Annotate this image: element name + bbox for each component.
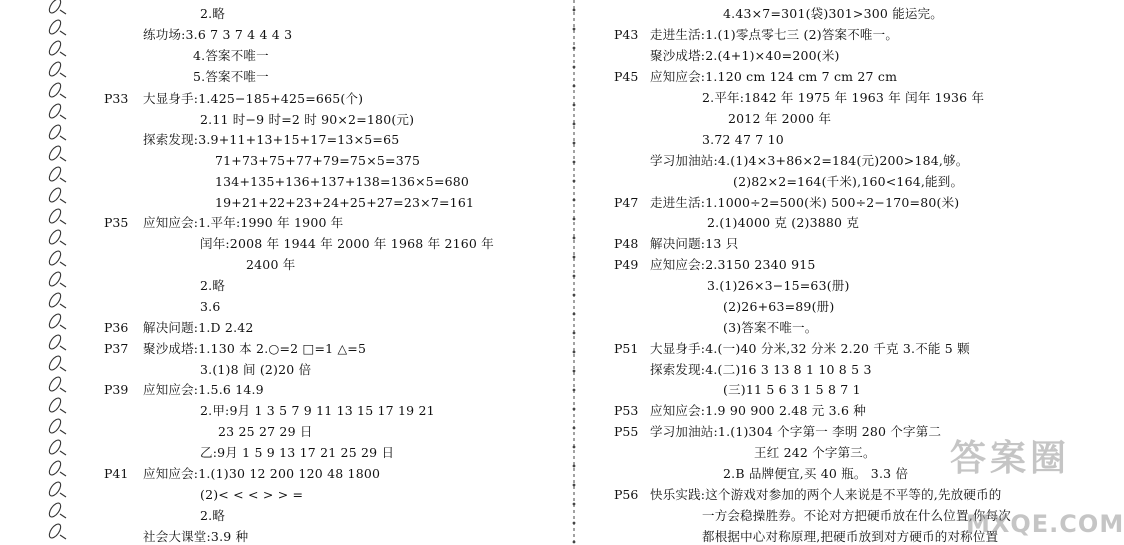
- answer-line: 走进生活:1.(1)零点零七三 (2)答案不唯一。: [650, 27, 899, 42]
- answer-line: (2)< < < > > =: [200, 487, 304, 502]
- answer-line: 2.11 时−9 时=2 时 90×2=180(元): [200, 112, 415, 127]
- answer-line: 3.6: [200, 299, 221, 314]
- answer-line: 2.平年:1842 年 1975 年 1963 年 闰年 1936 年: [702, 90, 985, 105]
- answer-line: 王红 242 个字第三。: [754, 445, 876, 460]
- answer-line: 探索发现:3.9+11+13+15+17=13×5=65: [143, 132, 400, 147]
- answer-line: 应知应会:1.(1)30 12 200 120 48 1800: [143, 466, 381, 481]
- answer-line: 学习加油站:4.(1)4×3+86×2=184(元)200>184,够。: [650, 153, 969, 168]
- answer-line: 3.72 47 7 10: [702, 132, 784, 147]
- answer-line: 3.(1)26×3−15=63(册): [707, 278, 850, 293]
- page-number-label: P37: [104, 341, 129, 356]
- answer-line: 2.略: [200, 6, 226, 21]
- answer-line: 聚沙成塔:2.(4+1)×40=200(米): [650, 48, 840, 63]
- page-number-label: P43: [614, 27, 639, 42]
- answer-line: 2.略: [200, 278, 226, 293]
- page-number-label: P48: [614, 236, 639, 251]
- answer-line: 应知应会:1.5.6 14.9: [143, 382, 264, 397]
- answer-line: 探索发现:4.(二)16 3 13 8 1 10 8 5 3: [650, 362, 872, 377]
- answer-line: 2.B 品牌便宜,买 40 瓶。 3.3 倍: [723, 466, 909, 481]
- answer-line: 大显身手:4.(一)40 分米,32 分米 2.20 千克 3.不能 5 颗: [650, 341, 970, 356]
- page-number-label: P56: [614, 487, 639, 502]
- answer-line: 应知应会:1.9 90 900 2.48 元 3.6 种: [650, 403, 867, 418]
- page-number-label: P55: [614, 424, 639, 439]
- page-number-label: P51: [614, 341, 639, 356]
- answer-line: 5.答案不唯一: [193, 69, 269, 84]
- page-number-label: P41: [104, 466, 129, 481]
- answer-line: 快乐实践:这个游戏对参加的两个人来说是不平等的,先放硬币的: [650, 487, 1002, 502]
- watermark-title: 答案圈: [950, 438, 1071, 479]
- answer-line: 2.(1)4000 克 (2)3880 克: [707, 215, 860, 230]
- answer-line: 4.答案不唯一: [193, 48, 269, 63]
- answer-line: 社会大课堂:3.9 种: [143, 529, 249, 544]
- watermark: [880, 430, 1124, 545]
- answer-line: 聚沙成塔:1.130 本 2.○=2 □=1 △=5: [143, 341, 367, 356]
- answer-line: 应知应会:2.3150 2340 915: [650, 257, 816, 272]
- answer-line: 乙:9月 1 5 9 13 17 21 25 29 日: [200, 445, 395, 460]
- answer-line: (2)26+63=89(册): [723, 299, 835, 314]
- answer-line: 走进生活:1.1000÷2=500(米) 500÷2−170=80(米): [650, 195, 960, 210]
- left-page: [0, 0, 540, 545]
- answer-line: 一方会稳操胜券。不论对方把硬币放在什么位置,你每次: [702, 508, 1011, 523]
- answer-line: 2.甲:9月 1 3 5 7 9 11 13 15 17 19 21: [200, 403, 435, 418]
- watermark-url: MXQE.COM: [966, 510, 1124, 538]
- page-number-label: P53: [614, 403, 639, 418]
- answer-line: 应知应会:1.平年:1990 年 1900 年: [143, 215, 344, 230]
- page-number-label: P35: [104, 215, 129, 230]
- answer-line: 练功场:3.6 7 3 7 4 4 4 3: [143, 27, 293, 42]
- page-number-label: P39: [104, 382, 129, 397]
- answer-line: 都根据中心对称原理,把硬币放到对方硬币的对称位置: [702, 529, 999, 544]
- answer-line: (3)答案不唯一。: [723, 320, 818, 335]
- answer-line: 闰年:2008 年 1944 年 2000 年 1968 年 2160 年: [200, 236, 494, 251]
- answer-line: 71+73+75+77+79=75×5=375: [215, 153, 421, 168]
- answer-line: 4.43×7=301(袋)301>300 能运完。: [723, 6, 944, 21]
- answer-line: 应知应会:1.120 cm 124 cm 7 cm 27 cm: [650, 69, 898, 84]
- answer-line: 大显身手:1.425−185+425=665(个): [143, 91, 364, 106]
- page-number-label: P45: [614, 69, 639, 84]
- answer-line: (三)11 5 6 3 1 5 8 7 1: [723, 382, 861, 397]
- answer-line: 134+135+136+137+138=136×5=680: [215, 174, 470, 189]
- answer-line: 解决问题:1.D 2.42: [143, 320, 254, 335]
- answer-line: 23 25 27 29 日: [218, 424, 313, 439]
- answer-line: 19+21+22+23+24+25+27=23×7=161: [215, 195, 475, 210]
- answer-line: 3.(1)8 间 (2)20 倍: [200, 362, 312, 377]
- answer-line: 2012 年 2000 年: [728, 111, 832, 126]
- answer-line: 解决问题:13 只: [650, 236, 739, 251]
- page-number-label: P47: [614, 195, 639, 210]
- answer-line: 2400 年: [246, 257, 296, 272]
- answer-line: 2.略: [200, 508, 226, 523]
- page-number-label: P33: [104, 91, 129, 106]
- answer-line: (2)82×2=164(千米),160<164,能到。: [733, 174, 964, 189]
- answer-line: 学习加油站:1.(1)304 个字第一 李明 280 个字第二: [650, 424, 942, 439]
- page-number-label: P49: [614, 257, 639, 272]
- page-number-label: P36: [104, 320, 129, 335]
